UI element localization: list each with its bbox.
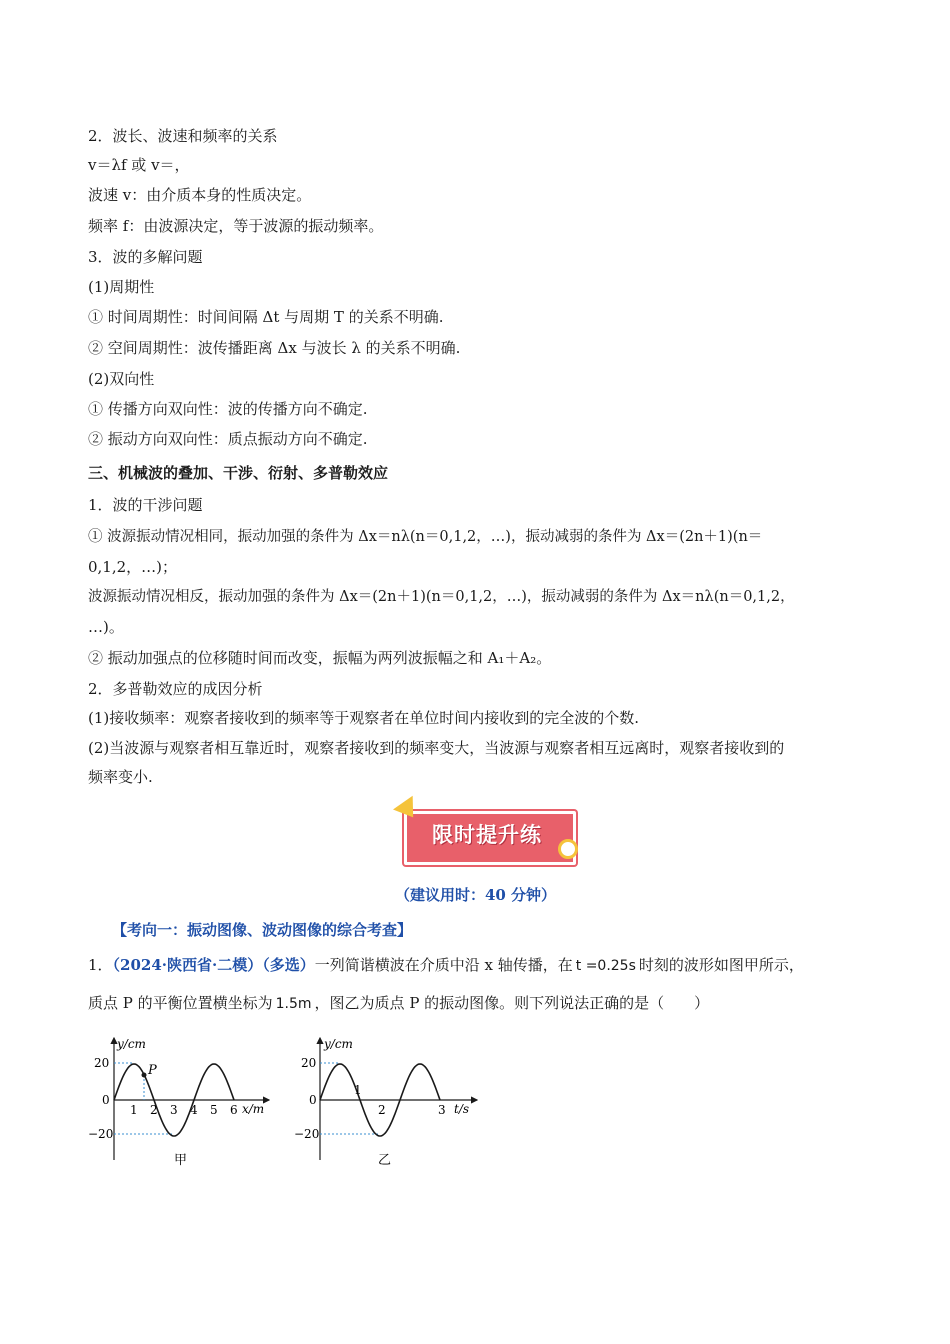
y-tick-label: 0	[309, 1093, 317, 1107]
x-tick-label: 6	[230, 1103, 238, 1117]
question-line-1	[88, 955, 863, 976]
y-axis-label: y/cm	[117, 1037, 146, 1051]
text-line: (2)双向性	[88, 370, 155, 388]
text-line: (2)当波源与观察者相互靠近时，观察者接收到的频率变大，当波源与观察者相互远离时，观察者接收到的	[88, 739, 785, 757]
question-text: ，图乙为质点 P 的振动图像。则下列说法正确的是（ ）	[314, 994, 710, 1012]
wave-graph	[84, 1030, 284, 1170]
x-tick-label: 3	[170, 1103, 178, 1117]
t-tick-label: 2	[378, 1103, 386, 1117]
y-tick-label: 0	[102, 1093, 110, 1107]
banner-title: 限时提升练	[432, 823, 542, 847]
question-text: 质点 P 的平衡位置横坐标为	[88, 994, 273, 1012]
t-tick-label: 1	[354, 1083, 362, 1097]
figure-caption: 乙	[378, 1153, 392, 1168]
y-tick-label: −20	[88, 1127, 114, 1141]
text-line: (1)周期性	[88, 278, 155, 296]
point-p	[142, 1073, 147, 1078]
text-line: 频率变小.	[88, 768, 153, 786]
text-line: 2．多普勒效应的成因分析	[88, 680, 263, 698]
topic-heading: 【考向一：振动图像、波动图像的综合考查】	[112, 921, 413, 939]
y-axis-label: y/cm	[324, 1037, 353, 1051]
practice-banner	[398, 805, 578, 865]
text-line: 波速 v：由介质本身的性质决定。	[88, 186, 312, 204]
point-p-label: P	[148, 1063, 157, 1078]
t-axis-label: t/s	[454, 1102, 470, 1116]
text-line: ② 空间周期性：波传播距离 Δx 与波长 λ 的关系不明确.	[88, 339, 461, 357]
text-line: 频率 f：由波源决定，等于波源的振动频率。	[88, 217, 384, 235]
x-tick-label: 1	[130, 1103, 138, 1117]
text-line: v＝λf 或 v＝，	[88, 156, 190, 174]
x-tick-label: 5	[210, 1103, 218, 1117]
x-tick-label: 4	[190, 1103, 198, 1117]
question-number: 1．	[88, 956, 113, 974]
y-tick-label: −20	[294, 1127, 320, 1141]
text-line: 3．波的多解问题	[88, 248, 203, 266]
y-tick-label: 20	[94, 1056, 110, 1070]
text-line: ① 传播方向双向性：波的传播方向不确定.	[88, 400, 368, 418]
text-line: 2．波长、波速和频率的关系	[88, 127, 278, 145]
text-line: 0,1,2，…)；	[88, 558, 178, 576]
x-axis-label: x/m	[242, 1102, 265, 1116]
question-text: 一列简谐横波在介质中沿 x 轴传播，在	[314, 956, 573, 974]
question-source: （2024·陕西省·二模）（多选）	[112, 956, 315, 974]
position-value: 1.5m	[275, 996, 312, 1012]
t-tick-label: 3	[438, 1103, 446, 1117]
text-line: …)。	[88, 618, 124, 636]
text-line: 波源振动情况相反，振动加强的条件为 Δx＝(2n＋1)(n＝0,1,2，…)，振动减弱的条件为 Δx＝nλ(n＝0,1,2，	[88, 589, 795, 605]
vibration-graph	[292, 1030, 492, 1170]
time-value: t =0.25s	[575, 958, 636, 974]
section-heading-3: 三、机械波的叠加、干涉、衍射、多普勒效应	[88, 464, 389, 482]
text-line: (1)接收频率：观察者接收到的频率等于观察者在单位时间内接收到的完全波的个数.	[88, 709, 640, 727]
text-line: ① 时间周期性：时间间隔 Δt 与周期 T 的关系不明确.	[88, 308, 444, 326]
text-line: ② 振动加强点的位移随时间而改变，振幅为两列波振幅之和 A₁＋A₂。	[88, 649, 552, 667]
text-line: 1．波的干涉问题	[88, 496, 203, 514]
question-text: 时刻的波形如图甲所示，	[638, 956, 804, 974]
question-line-2	[88, 993, 863, 1014]
figure-caption: 甲	[174, 1153, 188, 1168]
suggested-time: （建议用时：40 分钟）	[394, 886, 557, 904]
y-tick-label: 20	[301, 1056, 317, 1070]
text-line: ② 振动方向双向性：质点振动方向不确定.	[88, 430, 368, 448]
text-line: ① 波源振动情况相同，振动加强的条件为 Δx＝nλ(n＝0,1,2，…)，振动减弱的条件为 Δx＝(2n＋1)(n＝	[88, 529, 763, 545]
x-tick-label: 2	[150, 1103, 158, 1117]
